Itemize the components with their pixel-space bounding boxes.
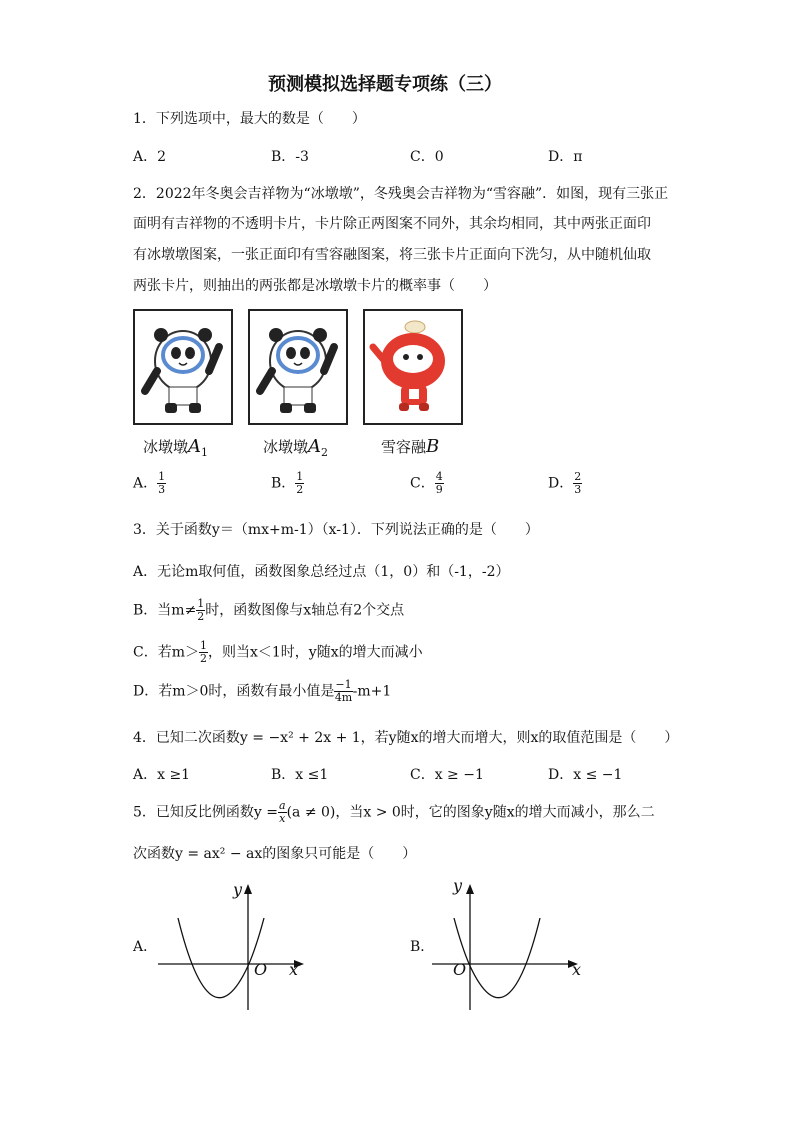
page-title: 预测模拟选择题专项练（三） — [268, 74, 502, 95]
card-bing-dwen-dwen-2 — [248, 309, 348, 425]
q4-option-d: D．x ≤ −1 — [548, 767, 623, 783]
panda-mascot-icon — [250, 311, 346, 423]
q5-option-b-label: B． — [410, 939, 435, 955]
q1-stem: 1．下列选项中，最大的数是（ ） — [133, 111, 366, 127]
q5-option-a-label: A． — [133, 939, 158, 955]
card-caption-2: 冰墩墩$A_2$ — [263, 436, 329, 459]
q2-line-4: 两张卡片，则抽出的两张都是冰墩墩卡片的概率事（ ） — [133, 278, 497, 294]
panda-mascot-icon — [135, 311, 231, 423]
q5-graph-b-x-label: x — [572, 960, 582, 979]
q2-option-d: D． $\frac{2}{3}$ — [548, 470, 582, 496]
q2-line-2: 面明有吉祥物的不透明卡片，卡片除正两图案不同外，其余均相同，其中两张正面印 — [133, 216, 651, 232]
lantern-mascot-icon — [365, 311, 461, 423]
q2-line-1: 2．2022年冬奥会吉祥物为“冰墩墩”，冬残奥会吉祥物为“雪容融”．如图，现有三张正 — [133, 186, 669, 202]
q4-stem: 4．已知二次函数y = −x² + 2x + 1，若y随x的增大而增大，则x的取值范围是（ ） — [133, 730, 679, 746]
q5-graph-a-origin: O — [254, 960, 268, 979]
q2-line-3: 有冰墩墩图案，一张正面印有雪容融图案，将三张卡片正面向下洗匀，从中随机仙取 — [133, 247, 651, 263]
q2-option-c: C． $\frac{4}{9}$ — [410, 470, 443, 496]
card-bing-dwen-dwen-1 — [133, 309, 233, 425]
q4-option-a: A．x ≥1 — [133, 767, 191, 783]
q3-stem: 3．关于函数y＝（mx+m-1）（x-1）．下列说法正确的是（ ） — [133, 522, 539, 538]
q5-graph-a-y-label: y — [233, 880, 243, 899]
q3-option-b: B．当m≠ $\frac{1}{2}$ 时，函数图像与x轴总有2个交点 — [133, 597, 405, 623]
q5-line-1: 5．已知反比例函数y = $\frac{a}{x}$ (a ≠ 0)，当x > 0时，它的图象y随x的增大而减小，那么二 — [133, 799, 655, 825]
q1-option-d: D．π — [548, 149, 583, 165]
q2-option-a: A． $\frac{1}{3}$ — [133, 470, 166, 496]
q4-option-b: B．x ≤1 — [271, 767, 329, 783]
q5-graph-b-y-label: y — [453, 876, 463, 895]
q1-option-b: B．-3 — [271, 149, 309, 165]
q5-graph-a — [150, 878, 310, 1018]
card-caption-3: 雪容融B — [381, 436, 440, 457]
q4-option-c: C．x ≥ −1 — [410, 767, 484, 783]
q5-graph-b-origin: O — [453, 960, 467, 979]
q3-option-c: C．若m＞ $\frac{1}{2}$ ，则当x＜1时，y随x的增大而减小 — [133, 639, 423, 665]
q3-option-a: A．无论m取何值，函数图象总经过点（1，0）和（-1，-2） — [133, 564, 510, 580]
q5-graph-a-x-label: x — [289, 960, 299, 979]
card-shuey-rhon-rhon — [363, 309, 463, 425]
q1-option-a: A．2 — [133, 149, 167, 165]
q3-option-d: D．若m＞0时，函数有最小值是 $\frac{-1}{4m}$ -m+1 — [133, 678, 392, 704]
q2-option-b: B． $\frac{1}{2}$ — [271, 470, 304, 496]
card-caption-1: 冰墩墩$A_1$ — [143, 436, 209, 459]
q5-graph-b — [428, 878, 588, 1018]
q1-option-c: C．0 — [410, 149, 444, 165]
q5-line-2: 次函数y = ax² − ax的图象只可能是（ ） — [133, 846, 417, 862]
